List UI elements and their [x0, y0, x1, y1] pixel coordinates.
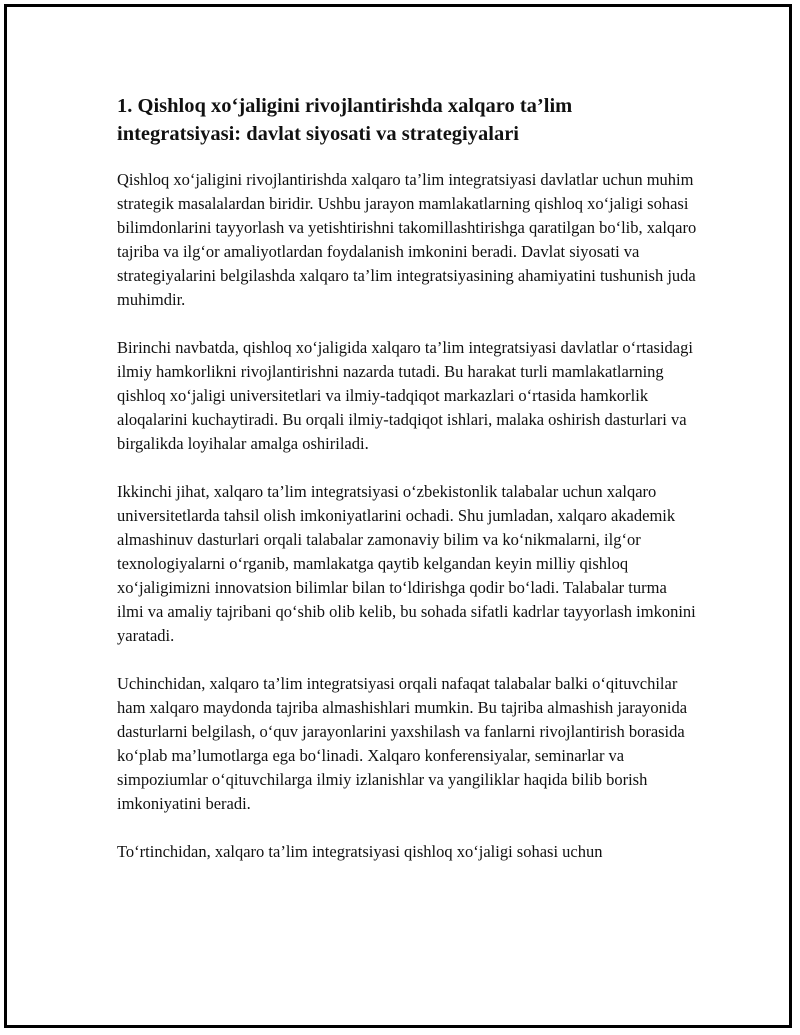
paragraph-fourth-point: To‘rtinchidan, xalqaro ta’lim integratsiyasi qishloq xo‘jaligi sohasi uchun [117, 842, 603, 861]
paragraph-intro: Qishloq xo‘jaligini rivojlantirishda xalqaro ta’lim integratsiyasi davlatlar uchun muhim strategik masalalardan biridir. Ushbu jarayon mamlakatlarning qishloq xo‘jaligi sohasi bilimdonlarini tayyorlash va yetishtirishni takomillashtirishga qaratilgan bo‘lib, xalqaro tajriba va ilg‘or amaliyotlardan foydalanish imkonini beradi. Davlat siyosati va strategiyalarini belgilashda xalqaro ta’lim integratsiyasining ahamiyatini tushunish juda muhimdir. [117, 170, 697, 309]
document-body [117, 92, 697, 888]
section-heading: 1. Qishloq xo‘jaligini rivojlantirishda xalqaro ta’lim integratsiyasi: davlat siyosati va strategiyalari [117, 95, 573, 145]
paragraph-third-point: Uchinchidan, xalqaro ta’lim integratsiyasi orqali nafaqat talabalar balki o‘qituvchilar ham xalqaro maydonda tajriba almashishlari mumkin. Bu tajriba almashish jarayonida dasturlarni belgilash, o‘quv jarayonlarini yaxshilash va fanlarni rivojlantirish borasida ko‘plab ma’lumotlarga ega bo‘linadi. Xalqaro konferensiyalar, seminarlar va simpoziumlar o‘qituvchilarga ilmiy izlanishlar va yangiliklar haqida bilib borish imkoniyatini beradi. [117, 674, 688, 813]
paragraph-second-point: Ikkinchi jihat, xalqaro ta’lim integratsiyasi o‘zbekistonlik talabalar uchun xalqaro universitetlarda tahsil olish imkoniyatlarini ochadi. Shu jumladan, xalqaro akademik almashinuv dasturlari orqali talabalar zamonaviy bilim va ko‘nikmalarni, ilg‘or texnologiyalarni o‘rganib, mamlakatga qaytib kelgandan keyin milliy qishloq xo‘jaligimizni innovatsion bilimlar bilan to‘ldirishga qodir bo‘ladi. Talabalar turma ilmi va amaliy tajribani qo‘shib olib kelib, bu sohada sifatli kadrlar tayyorlash imkonini yaratadi. [117, 482, 696, 645]
paragraph-first-point: Birinchi navbatda, qishloq xo‘jaligida xalqaro ta’lim integratsiyasi davlatlar o‘rtasidagi ilmiy hamkorlikni rivojlantirishni nazarda tutadi. Bu harakat turli mamlakatlarning qishloq xo‘jaligi universitetlari va ilmiy-tadqiqot markazlari o‘rtasida hamkorlik aloqalarini kuchaytiradi. Bu orqali ilmiy-tadqiqot ishlari, malaka oshirish dasturlari va birgalikda loyihalar amalga oshiriladi. [117, 338, 693, 453]
